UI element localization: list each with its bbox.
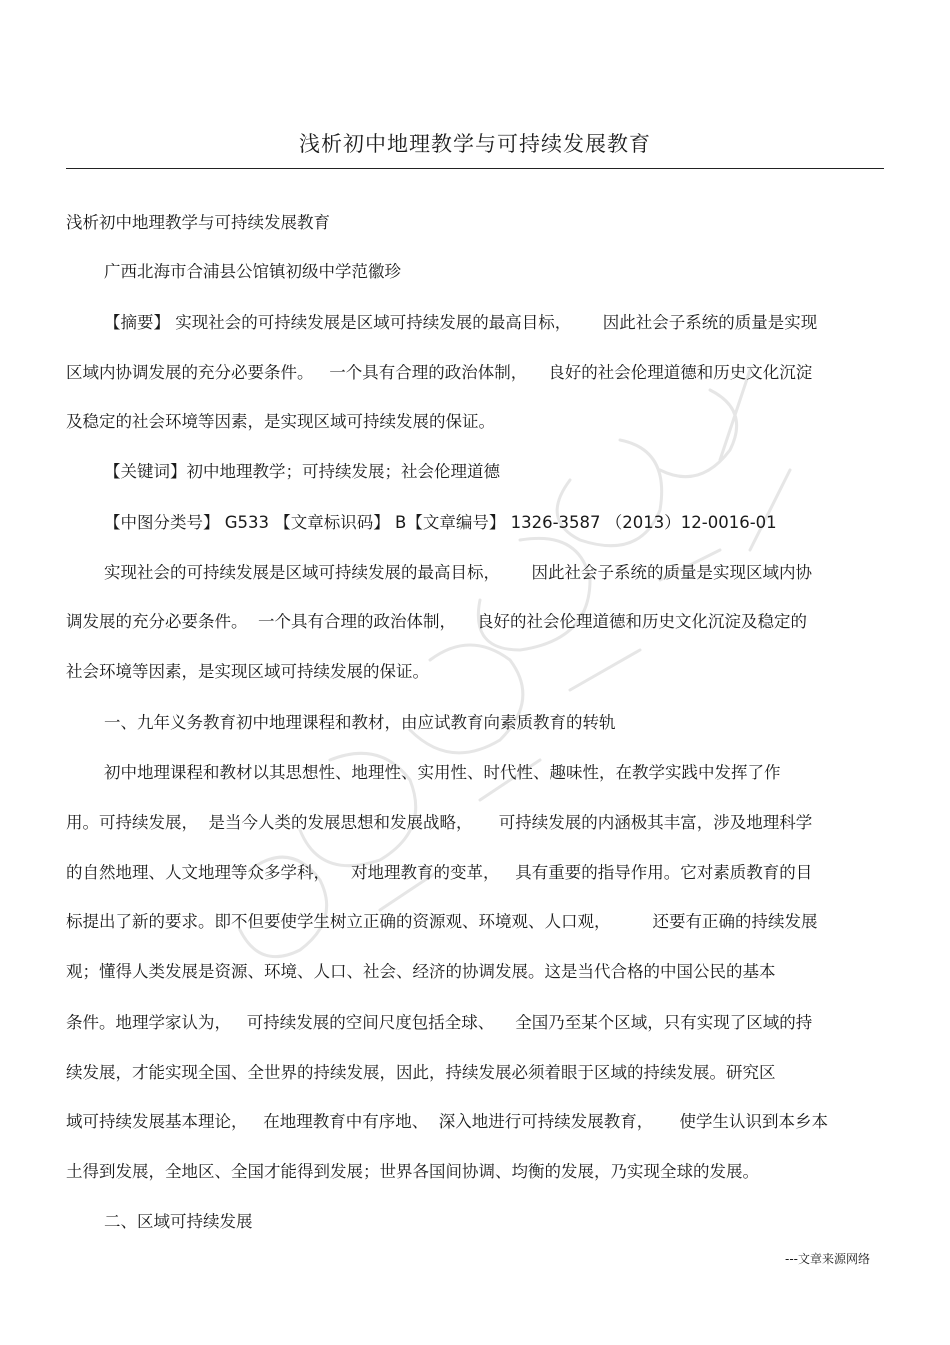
keywords-line: 【关键词】初中地理教学；可持续发展；社会伦理道德: [104, 462, 500, 481]
article-author: 广西北海市合浦县公馆镇初级中学范徽珍: [104, 262, 401, 281]
section1-line: 条件。地理学家认为， 可持续发展的空间尺度包括全球、 全国乃至某个区域，只有实现了区域的持: [66, 1013, 813, 1032]
section1-line: 域可持续发展基本理论， 在地理教育中有序地、 深入地进行可持续发展教育， 使学生认识到本乡本: [66, 1112, 828, 1131]
section-heading-1: 一、九年义务教育初中地理课程和教材，由应试教育向素质教育的转轨: [104, 713, 616, 732]
section-heading-2: 二、区域可持续发展: [104, 1212, 253, 1231]
section1-line: 观；懂得人类发展是资源、环境、人口、社会、经济的协调发展。这是当代合格的中国公民的基本: [66, 962, 776, 981]
header-divider: [66, 168, 884, 169]
section1-line: 续发展，才能实现全国、全世界的持续发展，因此，持续发展必须着眼于区域的持续发展。研究区: [66, 1063, 776, 1082]
section1-line: 土得到发展，全地区、全国才能得到发展；世界各国间协调、均衡的发展，乃实现全球的发展。: [66, 1162, 759, 1181]
footer-source: ---文章来源网络: [785, 1252, 870, 1266]
intro-line: 调发展的充分必要条件。 一个具有合理的政治体制， 良好的社会伦理道德和历史文化沉淀及稳定的: [66, 612, 807, 631]
section1-line: 初中地理课程和教材以其思想性、地理性、实用性、时代性、趣味性，在教学实践中发挥了作: [104, 763, 781, 782]
abstract-line: 区域内协调发展的充分必要条件。 一个具有合理的政治体制， 良好的社会伦理道德和历史文化沉淀: [66, 363, 813, 382]
intro-line: 社会环境等因素，是实现区域可持续发展的保证。: [66, 662, 429, 681]
section1-line: 用。可持续发展， 是当今人类的发展思想和发展战略， 可持续发展的内涵极其丰富，涉及地理科学: [66, 813, 813, 832]
page-header-title: 浅析初中地理教学与可持续发展教育: [299, 132, 651, 156]
section1-line: 标提出了新的要求。即不但要使学生树立正确的资源观、环境观、人口观， 还要有正确的持续发展: [66, 912, 818, 931]
article-title: 浅析初中地理教学与可持续发展教育: [66, 213, 330, 232]
intro-line: 实现社会的可持续发展是区域可持续发展的最高目标， 因此社会子系统的质量是实现区域内协: [104, 563, 812, 582]
section1-line: 的自然地理、人文地理等众多学科， 对地理教育的变革， 具有重要的指导作用。它对素质教育的目: [66, 863, 813, 882]
abstract-line: 【摘要】 实现社会的可持续发展是区域可持续发展的最高目标， 因此社会子系统的质量是实现: [104, 313, 818, 332]
classification-line: 【中图分类号】 G533 【文章标识码】 B【文章编号】 1326-3587 （2013）12-0016-01: [104, 513, 777, 532]
abstract-line: 及稳定的社会环境等因素，是实现区域可持续发展的保证。: [66, 412, 495, 431]
